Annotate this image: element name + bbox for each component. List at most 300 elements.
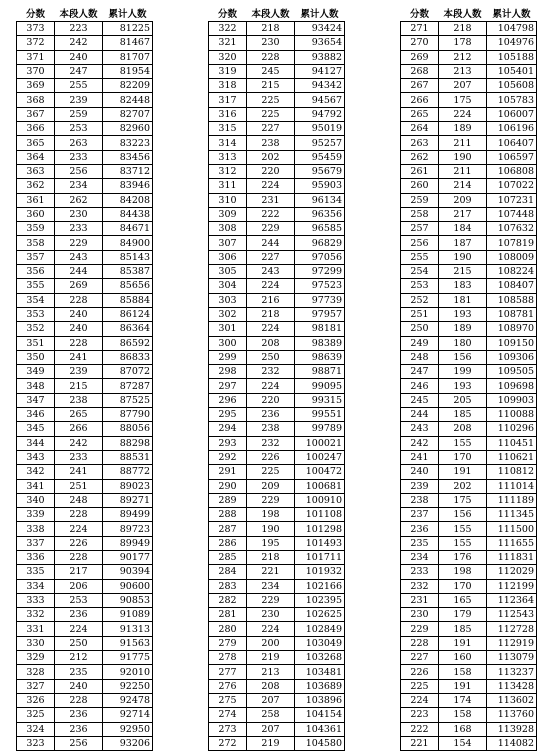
segment-count-cell: 229 <box>247 222 295 236</box>
segment-count-cell: 155 <box>439 522 487 536</box>
score-cell: 290 <box>209 479 247 493</box>
cumulative-count-cell: 95903 <box>295 179 345 193</box>
table-row <box>401 122 537 136</box>
table-row <box>401 679 537 693</box>
score-cell: 342 <box>17 465 55 479</box>
score-cell: 314 <box>209 136 247 150</box>
cumulative-count-cell: 105783 <box>487 93 537 107</box>
cumulative-count-cell: 102625 <box>295 608 345 622</box>
segment-count-cell: 193 <box>439 379 487 393</box>
score-cell: 330 <box>17 636 55 650</box>
table-row <box>401 608 537 622</box>
score-cell: 233 <box>401 565 439 579</box>
score-cell: 221 <box>401 736 439 750</box>
score-cell: 349 <box>17 365 55 379</box>
segment-count-cell: 224 <box>247 379 295 393</box>
cumulative-count-cell: 91563 <box>103 636 153 650</box>
cumulative-count-cell: 95257 <box>295 136 345 150</box>
segment-count-cell: 156 <box>439 350 487 364</box>
score-cell: 226 <box>401 665 439 679</box>
segment-count-cell: 228 <box>55 293 103 307</box>
segment-count-cell: 235 <box>55 665 103 679</box>
table-row <box>17 651 153 665</box>
cumulative-count-cell: 96585 <box>295 222 345 236</box>
table-row <box>17 64 153 78</box>
segment-count-cell: 155 <box>439 536 487 550</box>
cumulative-count-cell: 104798 <box>487 22 537 36</box>
table-row <box>17 608 153 622</box>
table-row <box>401 565 537 579</box>
score-cell: 352 <box>17 322 55 336</box>
score-cell: 332 <box>17 608 55 622</box>
table-row <box>209 693 345 707</box>
segment-count-cell: 198 <box>439 565 487 579</box>
table-row <box>401 79 537 93</box>
cumulative-count-cell: 111655 <box>487 536 537 550</box>
cumulative-count-cell: 83946 <box>103 179 153 193</box>
segment-count-cell: 155 <box>439 436 487 450</box>
segment-count-cell: 208 <box>247 679 295 693</box>
table-row <box>401 693 537 707</box>
table-row <box>17 708 153 722</box>
segment-count-cell: 226 <box>55 536 103 550</box>
table-row <box>17 679 153 693</box>
segment-count-cell: 262 <box>55 193 103 207</box>
segment-count-cell: 189 <box>439 122 487 136</box>
cumulative-count-cell: 100681 <box>295 479 345 493</box>
score-cell: 234 <box>401 550 439 564</box>
cumulative-count-cell: 83223 <box>103 136 153 150</box>
segment-count-cell: 253 <box>55 122 103 136</box>
table-row <box>401 136 537 150</box>
table-row <box>209 307 345 321</box>
table-row <box>209 593 345 607</box>
cumulative-count-cell: 89023 <box>103 479 153 493</box>
score-cell: 371 <box>17 50 55 64</box>
cumulative-count-cell: 112029 <box>487 565 537 579</box>
score-cell: 319 <box>209 64 247 78</box>
cumulative-count-cell: 108224 <box>487 265 537 279</box>
table-row <box>17 350 153 364</box>
cumulative-count-cell: 108781 <box>487 307 537 321</box>
score-cell: 284 <box>209 565 247 579</box>
header-segment-count: 本段人数 <box>443 9 482 20</box>
score-cell: 222 <box>401 722 439 736</box>
cumulative-count-cell: 100910 <box>295 493 345 507</box>
table-row <box>401 522 537 536</box>
table-row <box>401 665 537 679</box>
cumulative-count-cell: 109698 <box>487 379 537 393</box>
score-cell: 303 <box>209 293 247 307</box>
cumulative-count-cell: 101298 <box>295 522 345 536</box>
table-row <box>17 579 153 593</box>
segment-count-cell: 233 <box>55 450 103 464</box>
segment-count-cell: 232 <box>247 436 295 450</box>
segment-count-cell: 258 <box>247 708 295 722</box>
segment-count-cell: 265 <box>55 408 103 422</box>
table-row <box>209 193 345 207</box>
table-header-row <box>17 9 153 22</box>
score-cell: 282 <box>209 593 247 607</box>
segment-count-cell: 250 <box>55 636 103 650</box>
score-cell: 286 <box>209 536 247 550</box>
score-cell: 262 <box>401 150 439 164</box>
table-row <box>209 679 345 693</box>
cumulative-count-cell: 87790 <box>103 408 153 422</box>
segment-count-cell: 231 <box>247 193 295 207</box>
score-cell: 300 <box>209 336 247 350</box>
table-row <box>401 107 537 121</box>
score-cell: 329 <box>17 651 55 665</box>
score-cell: 277 <box>209 665 247 679</box>
cumulative-count-cell: 100021 <box>295 436 345 450</box>
segment-count-cell: 190 <box>439 250 487 264</box>
segment-count-cell: 215 <box>247 79 295 93</box>
cumulative-count-cell: 84900 <box>103 236 153 250</box>
segment-count-cell: 244 <box>247 236 295 250</box>
segment-count-cell: 245 <box>247 64 295 78</box>
cumulative-count-cell: 105401 <box>487 64 537 78</box>
table-row <box>401 422 537 436</box>
score-cell: 351 <box>17 336 55 350</box>
score-cell: 305 <box>209 265 247 279</box>
table-row <box>17 279 153 293</box>
score-cell: 243 <box>401 422 439 436</box>
cumulative-count-cell: 87287 <box>103 379 153 393</box>
segment-count-cell: 228 <box>55 336 103 350</box>
score-cell: 322 <box>209 22 247 36</box>
segment-count-cell: 224 <box>247 279 295 293</box>
score-cell: 309 <box>209 207 247 221</box>
table-row <box>401 622 537 636</box>
cumulative-count-cell: 111831 <box>487 550 537 564</box>
cumulative-count-cell: 104154 <box>295 708 345 722</box>
score-cell: 347 <box>17 393 55 407</box>
table-row <box>17 736 153 750</box>
cumulative-count-cell: 92714 <box>103 708 153 722</box>
cumulative-count-cell: 108407 <box>487 279 537 293</box>
segment-count-cell: 158 <box>439 665 487 679</box>
segment-count-cell: 228 <box>247 50 295 64</box>
cumulative-count-cell: 103049 <box>295 636 345 650</box>
cumulative-count-cell: 101711 <box>295 550 345 564</box>
score-cell: 260 <box>401 179 439 193</box>
cumulative-count-cell: 91775 <box>103 651 153 665</box>
cumulative-count-cell: 111014 <box>487 479 537 493</box>
cumulative-count-cell: 89271 <box>103 493 153 507</box>
score-cell: 265 <box>401 107 439 121</box>
table-row <box>17 265 153 279</box>
segment-count-cell: 209 <box>247 479 295 493</box>
segment-count-cell: 243 <box>247 265 295 279</box>
segment-count-cell: 244 <box>55 265 103 279</box>
table-row <box>17 322 153 336</box>
score-cell: 232 <box>401 579 439 593</box>
segment-count-cell: 190 <box>247 522 295 536</box>
table-row <box>17 22 153 36</box>
score-cell: 230 <box>401 608 439 622</box>
segment-count-cell: 191 <box>439 679 487 693</box>
cumulative-count-cell: 103481 <box>295 665 345 679</box>
score-cell: 362 <box>17 179 55 193</box>
score-cell: 261 <box>401 164 439 178</box>
table-row <box>17 365 153 379</box>
score-cell: 296 <box>209 393 247 407</box>
score-cell: 363 <box>17 164 55 178</box>
segment-count-cell: 242 <box>55 436 103 450</box>
segment-count-cell: 227 <box>247 250 295 264</box>
score-cell: 355 <box>17 279 55 293</box>
score-cell: 320 <box>209 50 247 64</box>
table-body <box>209 22 345 751</box>
cumulative-count-cell: 108970 <box>487 322 537 336</box>
score-cell: 328 <box>17 665 55 679</box>
score-cell: 238 <box>401 493 439 507</box>
score-cell: 244 <box>401 408 439 422</box>
segment-count-cell: 241 <box>55 350 103 364</box>
segment-count-cell: 239 <box>55 93 103 107</box>
score-cell: 237 <box>401 508 439 522</box>
header-score: 分数 <box>25 9 45 20</box>
segment-count-cell: 213 <box>439 64 487 78</box>
segment-count-cell: 224 <box>439 107 487 121</box>
segment-count-cell: 156 <box>439 508 487 522</box>
score-cell: 323 <box>17 736 55 750</box>
cumulative-count-cell: 94792 <box>295 107 345 121</box>
cumulative-count-cell: 102849 <box>295 622 345 636</box>
table-row <box>17 636 153 650</box>
score-cell: 271 <box>401 22 439 36</box>
table-row <box>209 579 345 593</box>
score-cell: 339 <box>17 508 55 522</box>
cumulative-count-cell: 88298 <box>103 436 153 450</box>
header-score: 分数 <box>409 9 429 20</box>
table-row <box>209 493 345 507</box>
score-cell: 270 <box>401 36 439 50</box>
table-row <box>209 651 345 665</box>
table-row <box>17 522 153 536</box>
segment-count-cell: 216 <box>247 293 295 307</box>
segment-count-cell: 208 <box>439 422 487 436</box>
segment-count-cell: 218 <box>247 550 295 564</box>
cumulative-count-cell: 86124 <box>103 307 153 321</box>
cumulative-count-cell: 90853 <box>103 593 153 607</box>
cumulative-count-cell: 94127 <box>295 64 345 78</box>
cumulative-count-cell: 110621 <box>487 450 537 464</box>
cumulative-count-cell: 113760 <box>487 708 537 722</box>
score-cell: 337 <box>17 536 55 550</box>
cumulative-count-cell: 95679 <box>295 164 345 178</box>
cumulative-count-cell: 109306 <box>487 350 537 364</box>
score-cell: 257 <box>401 222 439 236</box>
header-segment-count: 本段人数 <box>59 9 98 20</box>
table-row <box>17 408 153 422</box>
table-row <box>209 293 345 307</box>
segment-count-cell: 202 <box>247 150 295 164</box>
cumulative-count-cell: 98389 <box>295 336 345 350</box>
table-row <box>17 693 153 707</box>
cumulative-count-cell: 101493 <box>295 536 345 550</box>
segment-count-cell: 222 <box>247 207 295 221</box>
score-table-column-3 <box>400 9 537 751</box>
table-row <box>401 493 537 507</box>
cumulative-count-cell: 98639 <box>295 350 345 364</box>
segment-count-cell: 238 <box>55 393 103 407</box>
cumulative-count-cell: 113079 <box>487 651 537 665</box>
cumulative-count-cell: 113602 <box>487 693 537 707</box>
cumulative-count-cell: 106597 <box>487 150 537 164</box>
table-row <box>209 122 345 136</box>
cumulative-count-cell: 109505 <box>487 365 537 379</box>
table-row <box>209 136 345 150</box>
cumulative-count-cell: 99789 <box>295 422 345 436</box>
cumulative-count-cell: 92010 <box>103 665 153 679</box>
score-cell: 301 <box>209 322 247 336</box>
score-cell: 279 <box>209 636 247 650</box>
header-segment-count: 本段人数 <box>251 9 290 20</box>
cumulative-count-cell: 81707 <box>103 50 153 64</box>
segment-count-cell: 229 <box>247 493 295 507</box>
cumulative-count-cell: 94342 <box>295 79 345 93</box>
segment-count-cell: 236 <box>247 408 295 422</box>
table-row <box>17 565 153 579</box>
segment-count-cell: 228 <box>55 508 103 522</box>
cumulative-count-cell: 93882 <box>295 50 345 64</box>
segment-count-cell: 170 <box>439 579 487 593</box>
segment-count-cell: 200 <box>247 636 295 650</box>
score-cell: 288 <box>209 508 247 522</box>
table-row <box>17 36 153 50</box>
table-row <box>401 164 537 178</box>
segment-count-cell: 224 <box>55 622 103 636</box>
segment-count-cell: 211 <box>439 136 487 150</box>
score-cell: 267 <box>401 79 439 93</box>
table-row <box>209 265 345 279</box>
cumulative-count-cell: 90177 <box>103 550 153 564</box>
score-cell: 246 <box>401 379 439 393</box>
segment-count-cell: 228 <box>55 550 103 564</box>
score-cell: 245 <box>401 393 439 407</box>
segment-count-cell: 234 <box>247 579 295 593</box>
cumulative-count-cell: 112728 <box>487 622 537 636</box>
segment-count-cell: 236 <box>55 708 103 722</box>
cumulative-count-cell: 92950 <box>103 722 153 736</box>
score-cell: 253 <box>401 279 439 293</box>
table-row <box>401 22 537 36</box>
segment-count-cell: 239 <box>55 365 103 379</box>
cumulative-count-cell: 103689 <box>295 679 345 693</box>
table-row <box>401 450 537 464</box>
cumulative-count-cell: 97299 <box>295 265 345 279</box>
score-cell: 248 <box>401 350 439 364</box>
table-row <box>209 236 345 250</box>
score-cell: 239 <box>401 479 439 493</box>
segment-count-cell: 213 <box>247 665 295 679</box>
cumulative-count-cell: 112543 <box>487 608 537 622</box>
score-cell: 263 <box>401 136 439 150</box>
cumulative-count-cell: 112919 <box>487 636 537 650</box>
segment-count-cell: 184 <box>439 222 487 236</box>
cumulative-count-cell: 106196 <box>487 122 537 136</box>
table-row <box>209 179 345 193</box>
table-row <box>401 365 537 379</box>
segment-count-cell: 240 <box>55 679 103 693</box>
score-cell: 341 <box>17 479 55 493</box>
score-cell: 324 <box>17 722 55 736</box>
table-row <box>401 50 537 64</box>
table-row <box>17 250 153 264</box>
table-row <box>209 50 345 64</box>
cumulative-count-cell: 109903 <box>487 393 537 407</box>
segment-count-cell: 185 <box>439 622 487 636</box>
table-row <box>17 436 153 450</box>
segment-count-cell: 160 <box>439 651 487 665</box>
score-cell: 225 <box>401 679 439 693</box>
score-cell: 321 <box>209 36 247 50</box>
score-cell: 278 <box>209 651 247 665</box>
table-row <box>209 93 345 107</box>
cumulative-count-cell: 86364 <box>103 322 153 336</box>
score-cell: 259 <box>401 193 439 207</box>
cumulative-count-cell: 97523 <box>295 279 345 293</box>
table-row <box>209 365 345 379</box>
score-cell: 291 <box>209 465 247 479</box>
cumulative-count-cell: 101932 <box>295 565 345 579</box>
segment-count-cell: 238 <box>247 422 295 436</box>
score-cell: 350 <box>17 350 55 364</box>
cumulative-count-cell: 81467 <box>103 36 153 50</box>
header-cumulative-count: 累计人数 <box>300 9 339 20</box>
score-cell: 285 <box>209 550 247 564</box>
score-cell: 354 <box>17 293 55 307</box>
cumulative-count-cell: 110088 <box>487 408 537 422</box>
score-table-column-2 <box>208 9 345 751</box>
segment-count-cell: 226 <box>247 450 295 464</box>
score-cell: 274 <box>209 708 247 722</box>
table-row <box>209 608 345 622</box>
table-row <box>401 722 537 736</box>
table-row <box>209 422 345 436</box>
segment-count-cell: 154 <box>439 736 487 750</box>
cumulative-count-cell: 105608 <box>487 79 537 93</box>
table-header-row <box>401 9 537 22</box>
cumulative-count-cell: 87525 <box>103 393 153 407</box>
segment-count-cell: 248 <box>55 493 103 507</box>
cumulative-count-cell: 93206 <box>103 736 153 750</box>
cumulative-count-cell: 103896 <box>295 693 345 707</box>
score-cell: 344 <box>17 436 55 450</box>
table-row <box>401 93 537 107</box>
cumulative-count-cell: 105188 <box>487 50 537 64</box>
table-row <box>209 522 345 536</box>
table-row <box>401 279 537 293</box>
score-cell: 368 <box>17 93 55 107</box>
cumulative-count-cell: 113928 <box>487 722 537 736</box>
score-cell: 241 <box>401 450 439 464</box>
score-cell: 294 <box>209 422 247 436</box>
cumulative-count-cell: 112364 <box>487 593 537 607</box>
score-cell: 365 <box>17 136 55 150</box>
segment-count-cell: 251 <box>55 479 103 493</box>
segment-count-cell: 206 <box>55 579 103 593</box>
cumulative-count-cell: 89723 <box>103 522 153 536</box>
table-row <box>17 107 153 121</box>
table-row <box>17 622 153 636</box>
table-row <box>401 64 537 78</box>
table-row <box>401 393 537 407</box>
table-row <box>209 250 345 264</box>
table-row <box>209 164 345 178</box>
